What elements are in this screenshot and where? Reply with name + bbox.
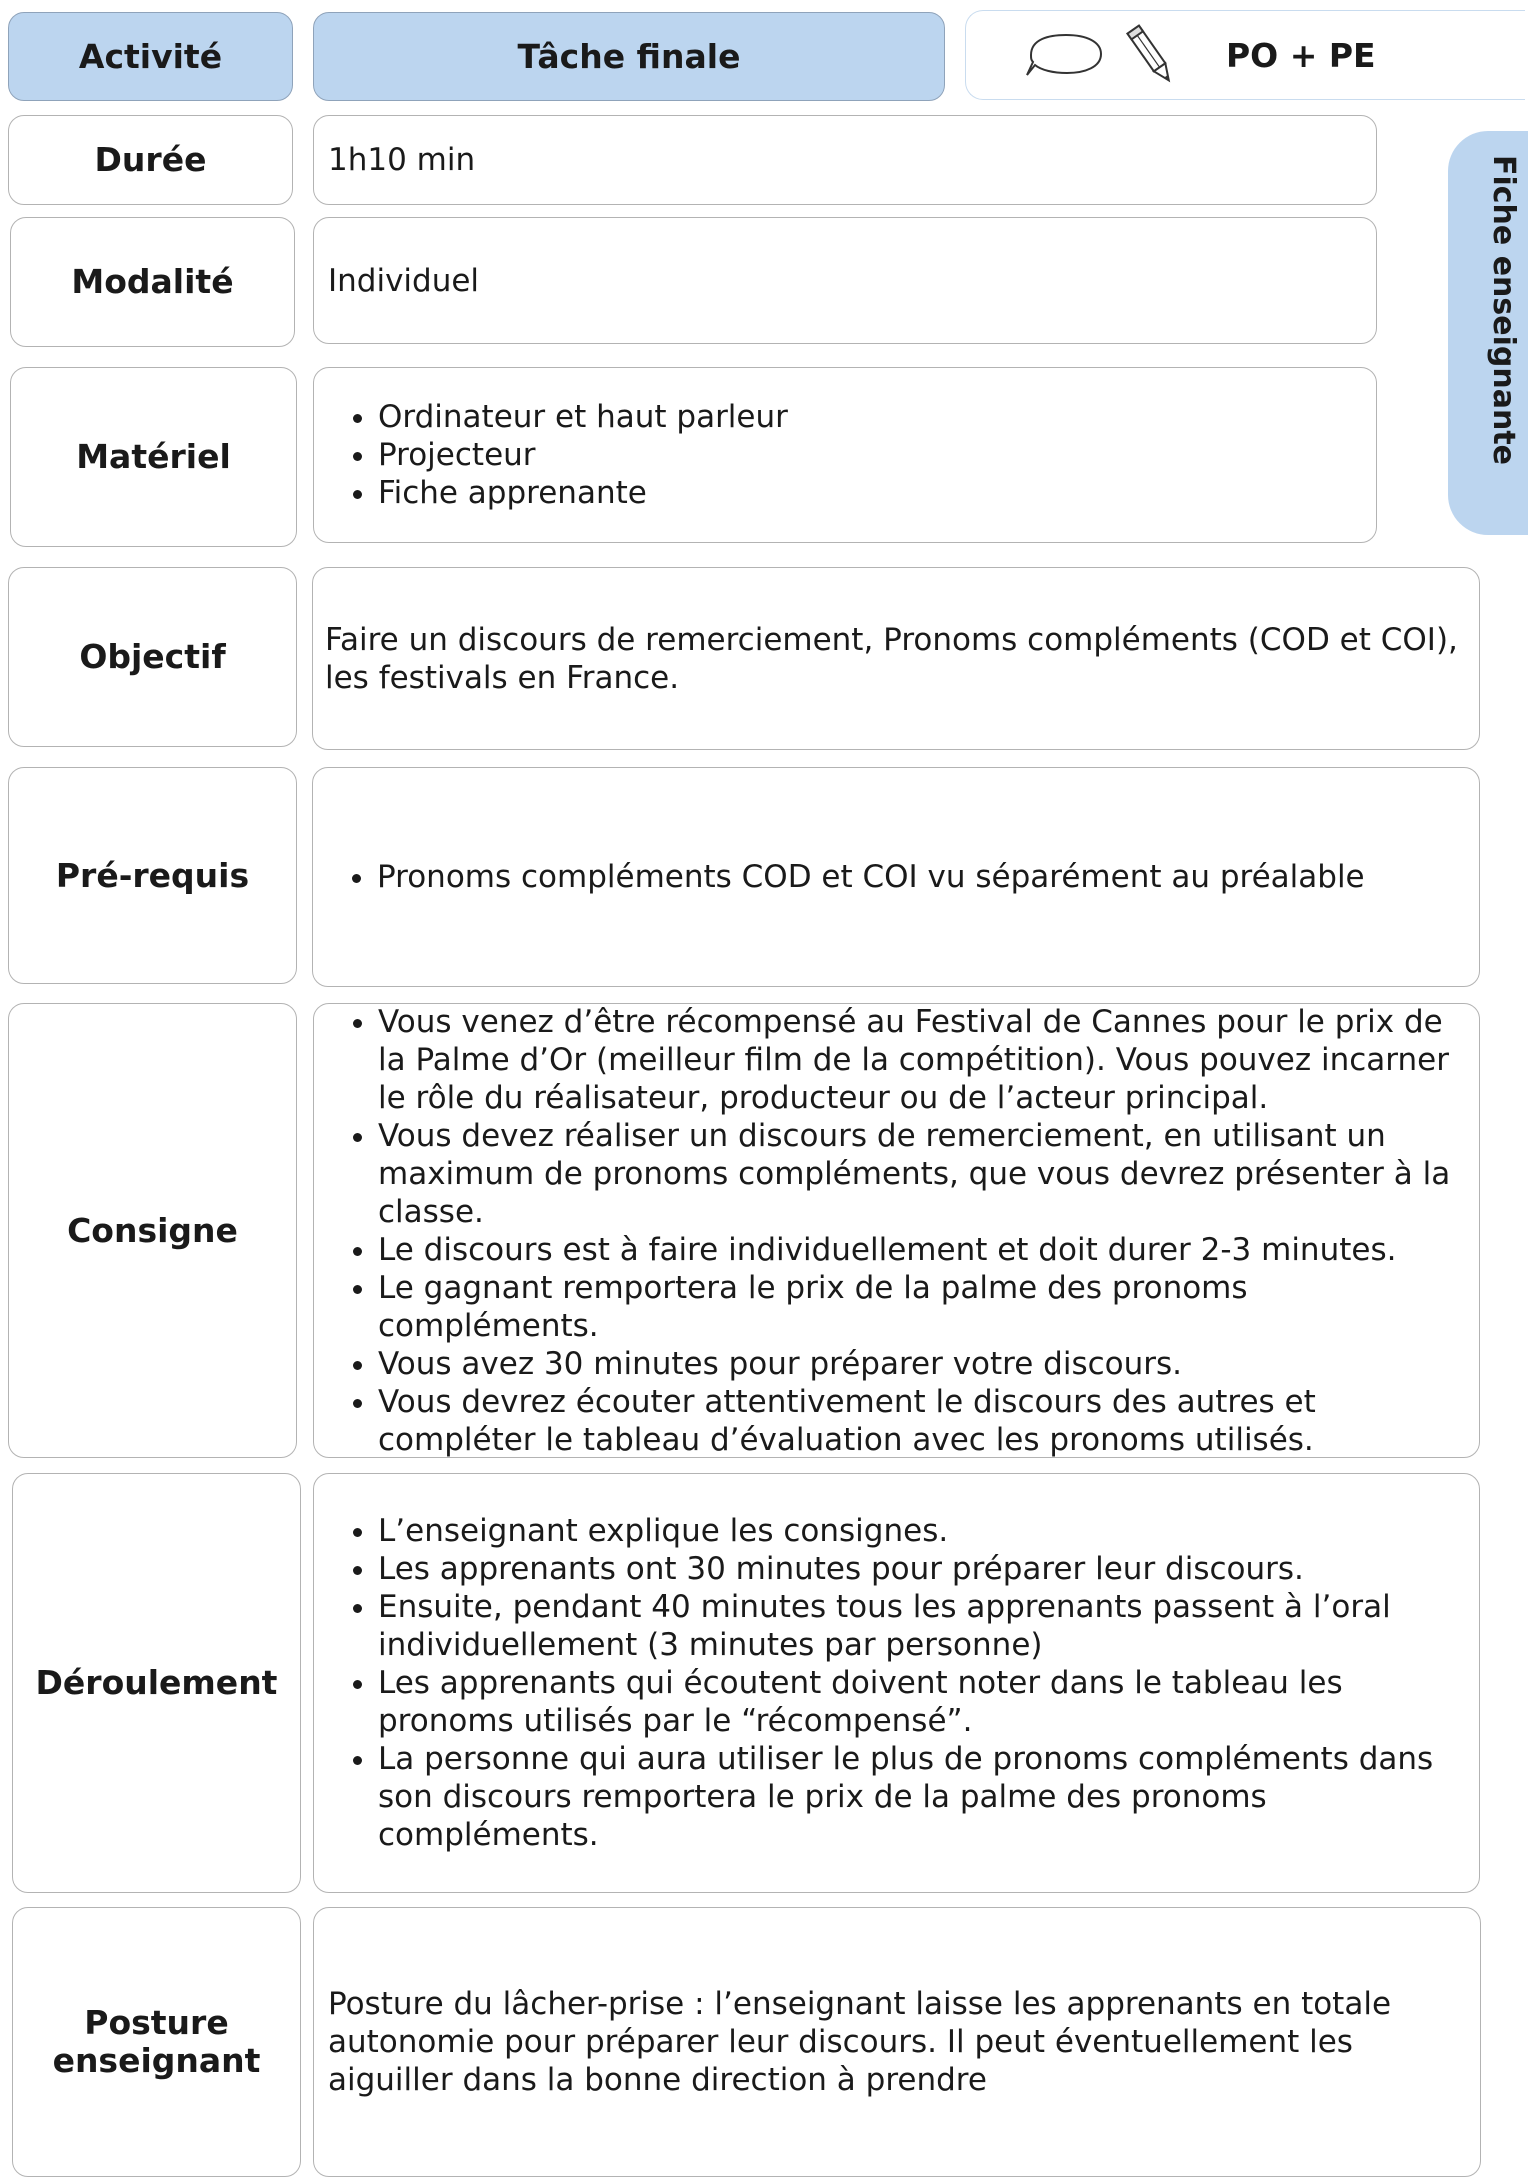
prerequis-label-text: Pré-requis	[55, 855, 250, 895]
list-item: • Le discours est à faire individuellement et doit durer 2-3 minutes.	[378, 1231, 1465, 1269]
deroulement-list	[328, 1512, 1465, 1854]
prerequis-value	[312, 767, 1480, 987]
materiel-label	[10, 367, 297, 547]
mode-label: PO + PE	[1226, 35, 1376, 75]
list-item: • Pronoms compléments COD et COI vu séparément au préalable	[377, 858, 1365, 896]
posture-value	[313, 1907, 1481, 2177]
list-item: • Fiche apprenante	[378, 474, 788, 512]
deroulement-label-text: Déroulement	[35, 1663, 278, 1703]
list-item: • Les apprenants qui écoutent doivent noter dans le tableau les pronoms utilisés par le “récompensé”.	[378, 1664, 1465, 1740]
deroulement-value	[313, 1473, 1480, 1893]
activity-label-text: Activité	[78, 36, 223, 76]
posture-value-text: Posture du lâcher-prise : l’enseignant laisse les apprenants en totale autonomie pour préparer leur discours. Il peut éventuellement les aiguiller dans la bonne direction à prendre	[328, 1986, 1392, 2098]
materiel-label-text: Matériel	[76, 437, 231, 477]
consigne-label	[8, 1003, 297, 1458]
list-item: • Ensuite, pendant 40 minutes tous les apprenants passent à l’oral individuellement (3 minutes par personne)	[378, 1588, 1465, 1664]
list-item: • Ordinateur et haut parleur	[378, 398, 788, 436]
objectif-value-text: Faire un discours de remerciement, Pronoms compléments (COD et COI), les festivals en France.	[325, 621, 1458, 696]
consigne-value	[313, 1003, 1480, 1458]
objectif-label-text: Objectif	[79, 637, 226, 677]
duree-label-text: Durée	[94, 140, 207, 180]
list-item: • Les apprenants ont 30 minutes pour préparer leur discours.	[378, 1550, 1465, 1588]
objectif-label	[8, 567, 297, 747]
speech-bubble-icon	[1021, 29, 1111, 81]
materiel-value	[313, 367, 1377, 543]
activity-title-text: Tâche finale	[517, 36, 741, 76]
prerequis-list	[327, 858, 1365, 896]
pencil-icon	[1121, 20, 1181, 90]
modalite-value-text: Individuel	[328, 262, 480, 299]
consigne-label-text: Consigne	[67, 1210, 238, 1250]
objectif-value	[312, 567, 1480, 750]
posture-label-text: Posture enseignant	[52, 2003, 261, 2080]
mode-box	[965, 10, 1525, 100]
activity-label	[8, 12, 293, 101]
deroulement-label	[12, 1473, 301, 1893]
list-item: • Vous devrez écouter attentivement le discours des autres et compléter le tableau d’évaluation avec les pronoms utilisés.	[378, 1383, 1465, 1459]
side-tab	[1448, 131, 1528, 535]
duree-value-text: 1h10 min	[328, 142, 476, 178]
duree-value	[313, 115, 1377, 205]
list-item: • Vous devez réaliser un discours de remerciement, en utilisant un maximum de pronoms compléments, que vous devrez présenter à la classe.	[378, 1117, 1465, 1231]
list-item: • La personne qui aura utiliser le plus de pronoms compléments dans son discours remportera le prix de la palme des pronoms compléments.	[378, 1740, 1465, 1854]
duree-label	[8, 115, 293, 205]
consigne-list	[328, 1003, 1465, 1459]
list-item: • Projecteur	[378, 436, 788, 474]
list-item: • Vous venez d’être récompensé au Festival de Cannes pour le prix de la Palme d’Or (meilleur film de la compétition). Vous pouvez incarner le rôle du réalisateur, producteur ou de l’acteur principal.	[378, 1003, 1465, 1117]
list-item: • Vous avez 30 minutes pour préparer votre discours.	[378, 1345, 1465, 1383]
modalite-label-text: Modalité	[71, 262, 234, 302]
materiel-list	[328, 398, 788, 512]
side-tab-label: Fiche enseignante	[1486, 155, 1521, 466]
list-item: • L’enseignant explique les consignes.	[378, 1512, 1465, 1550]
modalite-value	[313, 217, 1377, 344]
posture-label	[12, 1907, 301, 2177]
activity-title	[313, 12, 945, 101]
prerequis-label	[8, 767, 297, 984]
modalite-label	[10, 217, 295, 347]
list-item: • Le gagnant remportera le prix de la palme des pronoms compléments.	[378, 1269, 1465, 1345]
